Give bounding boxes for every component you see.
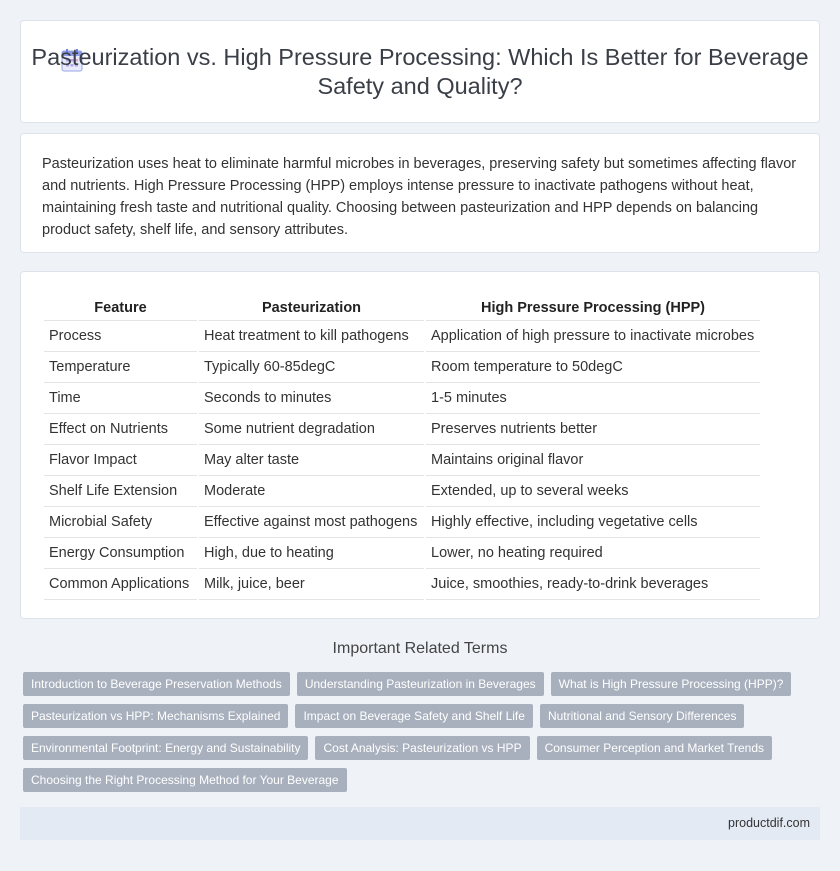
footer xyxy=(20,807,820,840)
page-title: Pasteurization vs. High Pressure Processing: Which Is Better for Beverage Safety and Quality? xyxy=(31,44,809,99)
table-header-row xyxy=(44,296,760,321)
table-row xyxy=(44,321,760,352)
table-row xyxy=(44,569,760,600)
related-term-tag[interactable]: Environmental Footprint: Energy and Sustainability xyxy=(23,736,308,760)
related-term-tag[interactable]: Nutritional and Sensory Differences xyxy=(540,704,745,728)
intro-card xyxy=(20,133,820,253)
related-term-tag[interactable]: Cost Analysis: Pasteurization vs HPP xyxy=(315,736,529,760)
related-term-tag[interactable]: What is High Pressure Processing (HPP)? xyxy=(551,672,792,696)
table-cell: Typically 60-85degC xyxy=(199,352,424,383)
table-cell: Time xyxy=(44,383,197,414)
comparison-table-card xyxy=(20,271,820,619)
tag-row xyxy=(23,672,813,696)
table-cell: Some nutrient degradation xyxy=(199,414,424,445)
table-cell: Milk, juice, beer xyxy=(199,569,424,600)
table-row xyxy=(44,445,760,476)
table-cell: Process xyxy=(44,321,197,352)
table-row xyxy=(44,383,760,414)
table-cell: May alter taste xyxy=(199,445,424,476)
table-cell: Temperature xyxy=(44,352,197,383)
title-card xyxy=(20,20,820,123)
comparison-table xyxy=(42,296,762,600)
table-cell: Effect on Nutrients xyxy=(44,414,197,445)
table-row xyxy=(44,507,760,538)
table-cell: Flavor Impact xyxy=(44,445,197,476)
table-cell: Heat treatment to kill pathogens xyxy=(199,321,424,352)
table-cell: Effective against most pathogens xyxy=(199,507,424,538)
related-term-tag[interactable]: Impact on Beverage Safety and Shelf Life xyxy=(295,704,532,728)
table-row xyxy=(44,538,760,569)
table-cell: Highly effective, including vegetative cells xyxy=(426,507,760,538)
related-term-tag[interactable]: Pasteurization vs HPP: Mechanisms Explained xyxy=(23,704,288,728)
table-cell: Shelf Life Extension xyxy=(44,476,197,507)
table-cell: Common Applications xyxy=(44,569,197,600)
related-terms-list xyxy=(23,672,813,800)
footer-site-link[interactable]: productdif.com xyxy=(728,816,810,830)
table-cell: Application of high pressure to inactivate microbes xyxy=(426,321,760,352)
table-cell: Juice, smoothies, ready-to-drink beverages xyxy=(426,569,760,600)
tag-row xyxy=(23,768,813,792)
table-cell: Seconds to minutes xyxy=(199,383,424,414)
tag-row xyxy=(23,704,813,728)
related-term-tag[interactable]: Choosing the Right Processing Method for Your Beverage xyxy=(23,768,347,792)
related-term-tag[interactable]: Understanding Pasteurization in Beverages xyxy=(297,672,544,696)
table-cell: Extended, up to several weeks xyxy=(426,476,760,507)
table-cell: Lower, no heating required xyxy=(426,538,760,569)
column-header-feature: Feature xyxy=(44,296,197,321)
intro-paragraph: Pasteurization uses heat to eliminate harmful microbes in beverages, preserving safety but sometimes affecting flavor and nutrients. High Pressure Processing (HPP) employs intense pressure to inactivate pathogens without heat, maintaining fresh taste and nutritional quality. Choosing between pasteurization and HPP depends on balancing product safety, shelf life, and sensory attributes. xyxy=(42,156,797,238)
table-cell: High, due to heating xyxy=(199,538,424,569)
table-row xyxy=(44,352,760,383)
table-cell: Maintains original flavor xyxy=(426,445,760,476)
table-row xyxy=(44,414,760,445)
table-row xyxy=(44,476,760,507)
table-cell: Energy Consumption xyxy=(44,538,197,569)
related-term-tag[interactable]: Introduction to Beverage Preservation Methods xyxy=(23,672,290,696)
tag-row xyxy=(23,736,813,760)
table-cell: 1-5 minutes xyxy=(426,383,760,414)
table-cell: Preserves nutrients better xyxy=(426,414,760,445)
table-cell: Microbial Safety xyxy=(44,507,197,538)
column-header-hpp: High Pressure Processing (HPP) xyxy=(426,296,760,321)
related-term-tag[interactable]: Consumer Perception and Market Trends xyxy=(537,736,772,760)
table-cell: Moderate xyxy=(199,476,424,507)
column-header-pasteurization: Pasteurization xyxy=(199,296,424,321)
related-terms-heading: Important Related Terms xyxy=(332,640,508,657)
table-cell: Room temperature to 50degC xyxy=(426,352,760,383)
